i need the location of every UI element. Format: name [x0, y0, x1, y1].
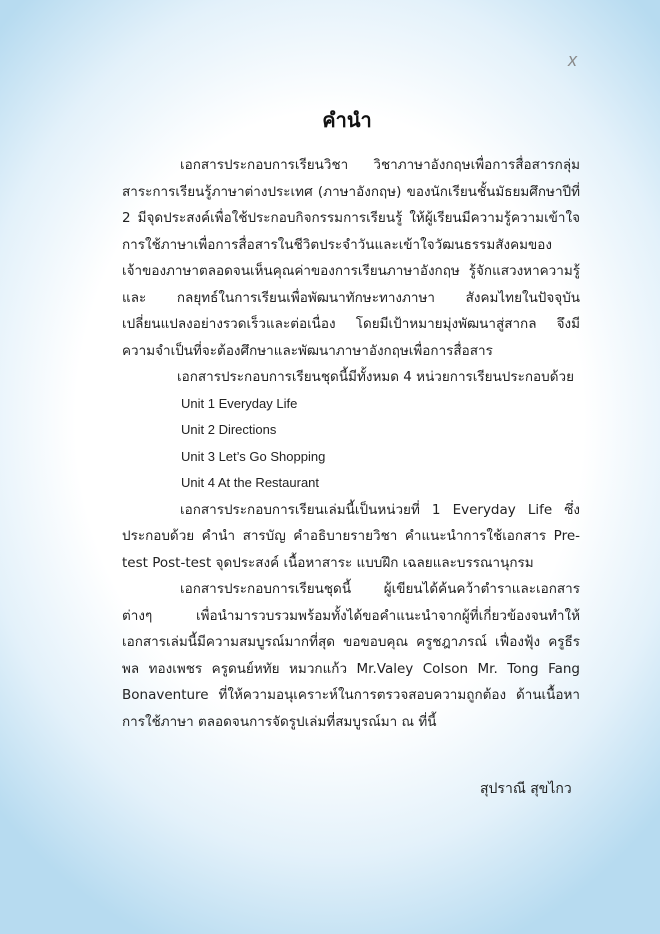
preface-paragraph-1: เอกสารประกอบการเรียนวิชา วิชาภาษาอังกฤษเพื่อการสื่อสารกลุ่มสาระการเรียนรู้ภาษาต่างประเทศ (ภาษาอังกฤษ) ของนักเรียนชั้นมัธยมศึกษาปีที่ 2 มีจุดประสงค์เพื่อใช้ประกอบกิจกรรมการเรียนรู้ ให้ผู้เรียนมีความรู้ความเข้าใจการใช้ภาษาเพื่อการสื่อสารในชีวิตประจำวันและเข้าใจวัฒนธรรมสังคมของเจ้าของภาษาตลอดจนเห็นคุณค่าของการเรียนภาษาอังกฤษ รู้จักแสวงหาความรู้และ กลยุทธ์ในการเรียนเพื่อพัฒนาทักษะทางภาษา สังคมไทยในปัจจุบันเปลี่ยนแปลงอย่างรวดเร็วและต่อเนื่อง โดยมีเป้าหมายมุ่งพัฒนาสู่สากล จึงมีความจำเป็นที่จะต้องศึกษาและพัฒนาภาษาอังกฤษเพื่อการสื่อสาร [122, 157, 580, 359]
preface-paragraph-2: เอกสารประกอบการเรียนเล่มนี้เป็นหน่วยที่ 1 Everyday Life ซึ่งประกอบด้วย คำนำ สารบัญ คำอธิบายรายวิชา คำแนะนำการใช้เอกสาร Pre-test Post-test จุดประสงค์ เนื้อหาสาระ แบบฝึก เฉลยและบรรณานุกรม [122, 501, 580, 571]
page-title: คำนำ [322, 108, 372, 132]
preface-paragraph-3: เอกสารประกอบการเรียนชุดนี้ ผู้เขียนได้ค้นคว้าตำราและเอกสารต่างๆ เพื่อนำมารวบรวมพร้อมทั้งได้ขอคำแนะนำจากผู้ที่เกี่ยวข้องจนทำให้เอกสารเล่มนี้มีความสมบูรณ์มากที่สุด ขอขอบคุณ ครูชฎาภรณ์ เฟื่องฟุ้ง ครูธีรพล ทองเพชร ครูดนย์หทัย หมวกแก้ว Mr.Valey Colson Mr. Tong Fang Bonaventure ที่ให้ความอนุเคราะห์ในการตรวจสอบความถูกต้อง ด้านเนื้อหา การใช้ภาษา ตลอดจนการจัดรูปเล่มที่สมบูรณ์มา ณ ที่นี้ [122, 581, 580, 730]
unit-item-3: Unit 3 Let’s Go Shopping [181, 448, 326, 464]
unit-item-1: Unit 1 Everyday Life [181, 395, 298, 411]
unit-list [122, 391, 580, 497]
author-signature: สุปราณี สุขไกว [480, 781, 572, 797]
unit-item-2: Unit 2 Directions [181, 422, 277, 437]
page-number: x [568, 50, 577, 70]
unit-item-4: Unit 4 At the Restaurant [181, 475, 320, 490]
units-intro: เอกสารประกอบการเรียนชุดนี้มีทั้งหมด 4 หน่วยการเรียนประกอบด้วย [177, 369, 574, 385]
preface-body [122, 152, 580, 735]
